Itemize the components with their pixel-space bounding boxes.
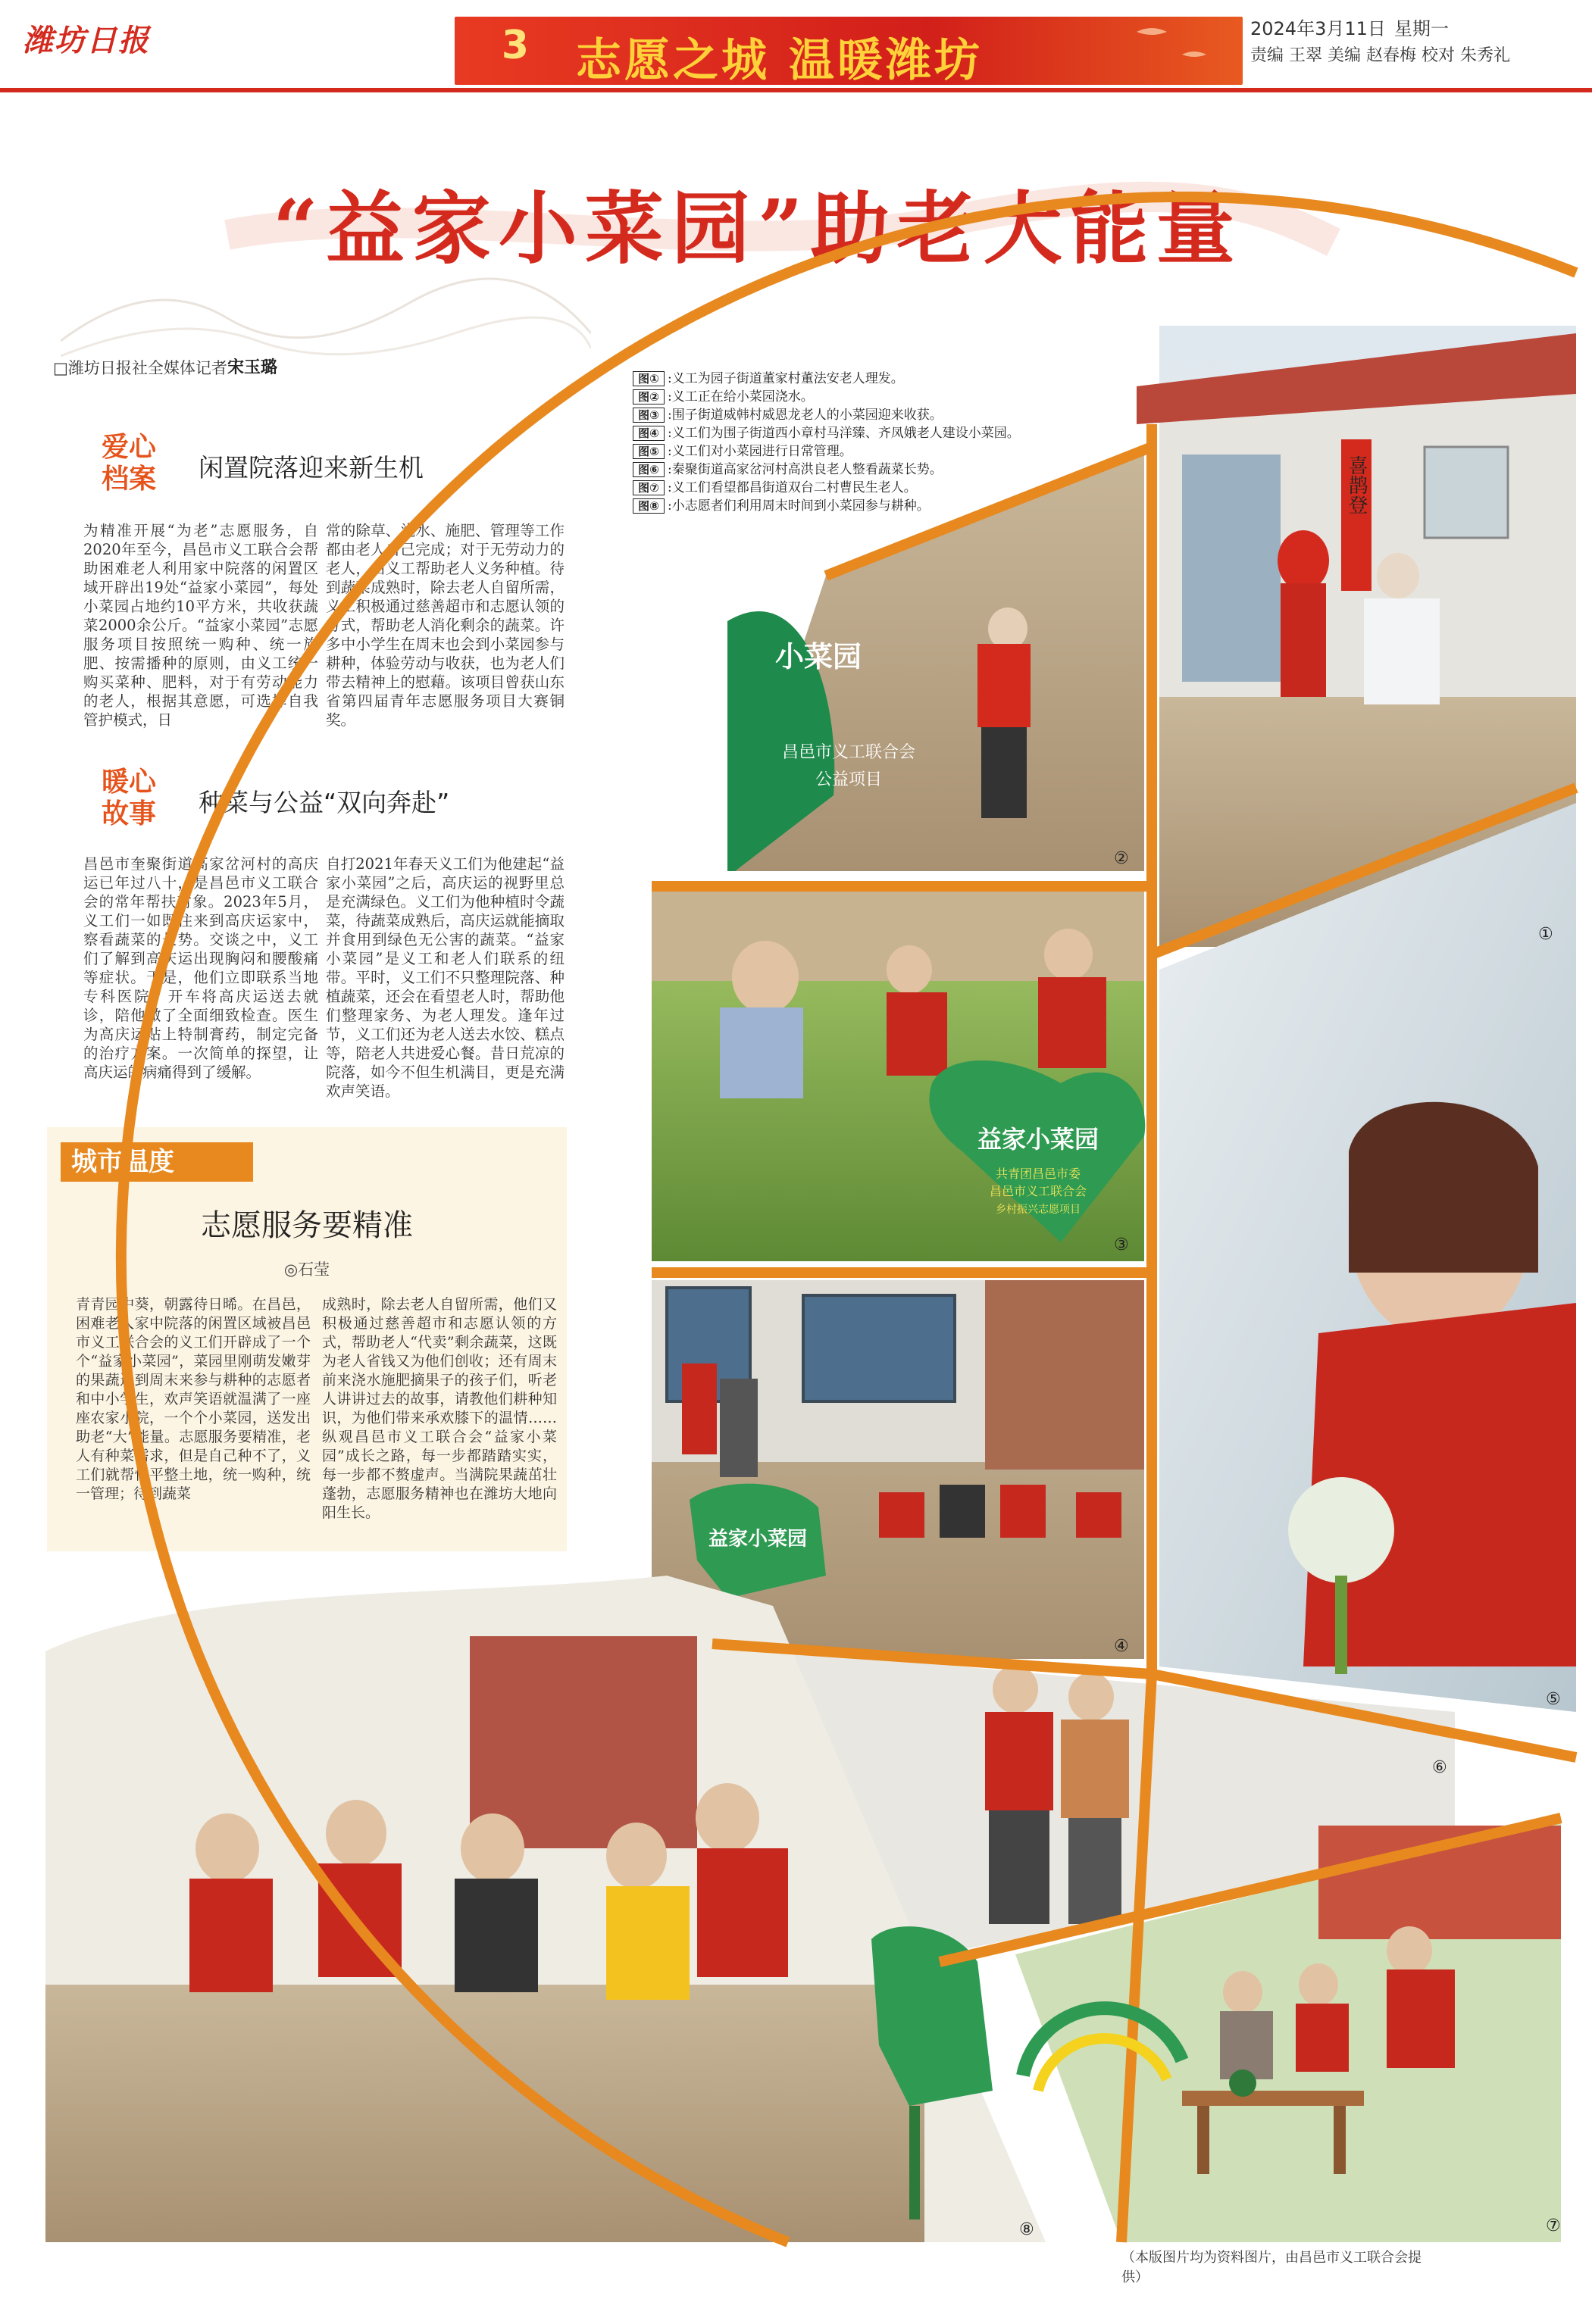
caption-number: 图⑦	[633, 480, 665, 495]
garden-sign-4: 益家小菜园	[708, 1528, 808, 1551]
caption-number: 图①	[633, 371, 665, 386]
garden-sign-2-sub2: 昌邑市义工联合会	[989, 1184, 1087, 1198]
section1-badge-line2: 档案	[101, 464, 156, 495]
section1-title: 闲置院落迎来新生机	[199, 453, 424, 483]
photo-credit: （本版图片均为资料图片，由昌邑市义工联合会提供）	[1121, 2250, 1422, 2285]
photo-3-harvest	[652, 890, 1145, 1261]
opinion-title: 志愿服务要精准	[201, 1208, 413, 1243]
garden-sign-2-sub3: 乡村振兴志愿项目	[996, 1204, 1081, 1216]
section1-column-1: 为精准开展“为老”志愿服务，自2020年至今，昌邑市义工联合会帮助困难老人利用家中院落的闲置区域开辟出19处“益家小菜园”，每处小菜园占地约10平方米，共收获蔬菜2000余公斤。“益家小菜园”志愿服务项目按照统一购种、统一施肥、按需播种的原则，由义工统一购买菜种、肥料，对于有劳动能力的老人，根据其意愿，可选择自我管护模式，日	[83, 522, 318, 729]
opinion-author: ◎石莹	[283, 1260, 330, 1279]
photo-2-watering	[727, 447, 1144, 871]
issue-date: 2024年3月11日	[1250, 18, 1386, 39]
photo-number-8: ⑧	[1019, 2220, 1034, 2239]
photo-number-7: ⑦	[1546, 2216, 1561, 2235]
photo-number-5: ⑤	[1546, 1690, 1561, 1709]
photo-number-6: ⑥	[1432, 1758, 1447, 1777]
section2-column-1: 昌邑市奎聚街道高家岔河村的高庆运已年过八十，是昌邑市义工联合会的常年帮扶对象。2023年5月，义工们一如既往来到高庆运家中，察看蔬菜的长势。交谈之中，义工们了解到高庆运出现胸闷和腰酸痛等症状。于是，他们立即联系当地专科医院，开车将高庆运送去就诊，陪他做了全面细致检查。医生为高庆运贴上特制膏药，制定完备的治疗方案。一次简单的探望，让高庆运的病痛得到了缓解。	[83, 855, 318, 1081]
issue-weekday: 星期一	[1394, 18, 1449, 39]
section1-column-2: 常的除草、浇水、施肥、管理等工作都由老人自己完成；对于无劳动力的老人，由义工帮助老人义务种植。待到蔬菜成熟时，除去老人自留所需，义工积极通过慈善超市和志愿认领的方式，帮助老人消化剩余的蔬菜。许多中小学生在周末也会到小菜园参与耕种，体验劳动与收获，也为老人们带去精神上的慰藉。该项目曾获山东省第四届青年志愿服务项目大赛铜奖。	[326, 522, 565, 729]
caption-text: :围子街道威韩村威恩龙老人的小菜园迎来收获。	[668, 408, 943, 423]
caption-number: 图⑤	[633, 444, 665, 459]
caption-number: 图④	[633, 426, 665, 441]
section-title: 志愿之城 温暖潍坊	[576, 34, 983, 87]
garden-sign-1-org: 昌邑市义工联合会	[781, 743, 916, 762]
section2-column-2: 自打2021年春天义工们为他建起“益家小菜园”之后，高庆运的视野里总是充满绿色。义工们为他种植时令蔬菜，待蔬菜成熟后，高庆运就能摘取并食用到绿色无公害的蔬菜。“益家小菜园”是义工和老人们联系的纽带。平时，义工们不只整理院落、种植蔬菜，还会在看望老人时，帮助他们整理家务、为老人理发。逢年过节，义工们还为老人送去水饺、糕点等，陪老人共进爱心餐。昔日荒凉的院落，如今不但生机满目，更是充满欢声笑语。	[326, 855, 565, 1100]
opinion-header: 城市温度	[61, 1142, 253, 1182]
headline: “益家小菜园”助老大能量	[273, 182, 1243, 275]
caption-number: 图②	[633, 389, 665, 405]
caption-text: :秦聚街道高家岔河村高洪良老人整看蔬菜长势。	[668, 462, 943, 477]
garden-sign-2: 益家小菜园	[977, 1125, 1099, 1154]
caption-text: :义工们看望都昌街道双台二村曹民生老人。	[668, 480, 917, 495]
caption-text: :义工们对小菜园进行日常管理。	[668, 444, 852, 459]
caption-text: :义工们为围子街道西小章村马洋臻、齐凤娥老人建设小菜园。	[668, 426, 1020, 441]
caption-number: 图⑥	[633, 462, 665, 477]
photo-number-3: ③	[1114, 1235, 1129, 1254]
section2-badge-line2: 故事	[101, 798, 156, 829]
section2-title: 种菜与公益“双向奔赴”	[199, 788, 450, 817]
opinion-column-2: 成熟时，除去老人自留所需，他们又积极通过慈善超市和志愿认领的方式，帮助老人“代卖”剩余蔬菜，这既为老人省钱又为他们创收；还有周末前来浇水施肥摘果子的孩子们，听老人讲讲过去的故事，请教他们耕种知识，为他们带来承欢膝下的温情……纵观昌邑市义工联合会“益家小菜园”成长之路，每一步都踏踏实实，每一步都不赘虚声。当满院果蔬茁壮蓬勃，志愿服务精神也在潍坊大地向阳生长。	[322, 1296, 557, 1521]
caption-text: :义工正在给小菜园浇水。	[668, 389, 814, 405]
byline-name: 宋玉璐	[227, 358, 278, 377]
photo-number-4: ④	[1114, 1637, 1129, 1656]
section2-badge-line1: 暖心	[101, 767, 156, 798]
caption-text: :小志愿者们利用周末时间到小菜园参与耕种。	[668, 498, 930, 514]
section1-badge-line1: 爱心	[101, 432, 156, 463]
byline-label: □潍坊日报社全媒体记者	[53, 359, 227, 377]
page-number: 3	[501, 23, 530, 68]
photo-number-1: ①	[1538, 925, 1553, 944]
opinion-column-1: 青青园中葵，朝露待日晞。在昌邑，困难老人家中院落的闲置区域被昌邑市义工联合会的义工们开辟成了一个个“益家小菜园”，菜园里刚萌发嫩芽的果蔬遇到周末来参与耕种的志愿者和中小学生，欢声笑语就温满了一座座农家小院，一个个小菜园，送发出助老“大”能量。志愿服务要精准，老人有种菜需求，但是自己种不了，义工们就帮忙平整土地，统一购种，统一管理；待到蔬菜	[76, 1296, 311, 1502]
caption-number: 图⑧	[633, 498, 665, 514]
garden-sign-2-sub1: 共青团昌邑市委	[995, 1167, 1081, 1181]
paper-name: 潍坊日报	[23, 23, 150, 58]
garden-sign-1-sub: 公益项目	[815, 770, 883, 789]
door-couplet: 喜鹊登	[1345, 455, 1368, 514]
garden-sign-1: 小菜园	[774, 640, 862, 673]
caption-number: 图③	[633, 408, 665, 423]
editors-line: 责编 王翠 美编 赵春梅 校对 朱秀礼	[1250, 46, 1510, 65]
photo-number-2: ②	[1114, 849, 1129, 868]
caption-text: :义工为园子街道董家村董法安老人理发。	[668, 371, 904, 386]
